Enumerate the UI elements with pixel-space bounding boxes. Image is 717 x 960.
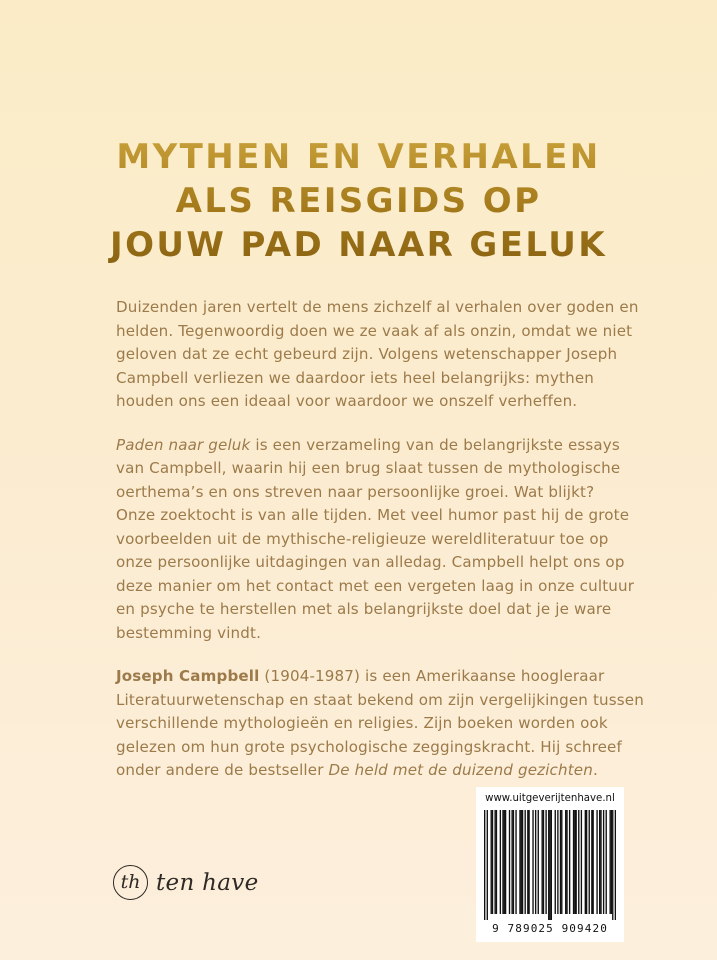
barcode-bar bbox=[509, 810, 510, 914]
barcode-bar bbox=[505, 810, 506, 914]
text-line: gelezen om hun grote psychologische zeggingskracht. Hij schreef bbox=[116, 737, 622, 756]
barcode-bar bbox=[581, 810, 582, 914]
barcode-bar bbox=[511, 810, 512, 914]
text-fragment: (1904-1987) is een Amerikaanse hoogleraar bbox=[259, 667, 605, 685]
text-line bbox=[116, 759, 661, 783]
barcode-bar bbox=[599, 810, 600, 914]
text-line: Campbell verliezen we daardoor iets heel belangrijks: mythen bbox=[116, 368, 594, 387]
headline bbox=[0, 135, 717, 267]
barcode-bar bbox=[574, 810, 575, 914]
barcode-bar bbox=[611, 810, 612, 914]
barcode-bar bbox=[569, 810, 570, 914]
text-line: Literatuurwetenschap en staat bekend om zijn vergelijkingen tussen bbox=[116, 690, 644, 709]
barcode-bar bbox=[603, 810, 604, 914]
barcode-bar bbox=[557, 810, 558, 914]
barcode-icon bbox=[484, 810, 616, 920]
barcode-bar bbox=[538, 810, 539, 914]
text-line: helden. Tegenwoordig doen we ze vaak af als onzin, omdat we niet bbox=[116, 321, 633, 340]
barcode-bar bbox=[600, 810, 601, 914]
barcode-bar bbox=[504, 810, 505, 914]
barcode-bar bbox=[592, 810, 593, 914]
text-line: bestemming vindt. bbox=[116, 623, 262, 642]
barcode-bar bbox=[522, 810, 523, 914]
barcode-bar bbox=[596, 810, 597, 914]
barcode-bar bbox=[535, 810, 536, 914]
headline-line-2: ALS REISGIDS OP bbox=[175, 181, 542, 221]
book-title: Paden naar geluk bbox=[116, 435, 251, 454]
text-line: van Campbell, waarin hij een brug slaat tussen de mythologische bbox=[116, 459, 621, 477]
barcode-bar bbox=[551, 810, 552, 920]
text-line: Onze zoektocht is van alle tijden. Met veel humor past hij de grote bbox=[116, 506, 630, 524]
barcode-bar bbox=[543, 810, 544, 914]
text-line: geloven dat ze echt gebeurd zijn. Volgens wetenschapper Joseph bbox=[116, 345, 618, 363]
barcode-bar bbox=[555, 810, 556, 914]
barcode-bar bbox=[528, 810, 529, 914]
barcode-panel bbox=[476, 787, 624, 942]
headline-line-1: MYTHEN EN VERHALEN bbox=[116, 137, 601, 177]
barcode-bar bbox=[573, 810, 574, 914]
text-line: deze manier om het contact met een vergeten laag in onze cultuur bbox=[116, 576, 635, 595]
barcode-bar bbox=[532, 810, 533, 914]
barcode-bar bbox=[612, 810, 613, 920]
barcode-bar bbox=[521, 810, 522, 914]
barcode-bar bbox=[491, 810, 492, 914]
barcode-bar bbox=[496, 810, 497, 914]
bestseller-title: De held met de duizend gezichten bbox=[328, 761, 593, 779]
publisher-url: www.uitgeverijtenhave.nl bbox=[485, 793, 615, 804]
barcode-bar bbox=[615, 810, 616, 920]
barcode-bar bbox=[487, 810, 488, 920]
barcode-bar bbox=[560, 810, 561, 914]
barcode-bar bbox=[609, 810, 610, 914]
text-fragment: . bbox=[592, 761, 598, 779]
barcode-bar bbox=[578, 810, 579, 914]
text-line bbox=[116, 665, 661, 689]
barcode-bar bbox=[549, 810, 550, 920]
barcode-bar bbox=[502, 810, 503, 914]
text-line bbox=[116, 434, 661, 458]
barcode-bar bbox=[545, 810, 546, 914]
barcode-bar bbox=[527, 810, 528, 914]
text-fragment: onder andere de bestseller bbox=[116, 761, 329, 779]
barcode-bar bbox=[548, 810, 549, 920]
barcode-bar bbox=[515, 810, 516, 914]
text-line: Duizenden jaren vertelt de mens zichzelf al verhalen over goden en bbox=[116, 298, 639, 316]
barcode-bar bbox=[589, 810, 590, 914]
paragraph-author-bio bbox=[116, 665, 661, 783]
barcode-bar bbox=[513, 810, 514, 914]
barcode-bar bbox=[566, 810, 567, 914]
barcode-bar bbox=[542, 810, 543, 914]
author-name: Joseph Campbell bbox=[116, 667, 260, 685]
barcode-bar bbox=[586, 810, 587, 914]
barcode-bar bbox=[494, 810, 495, 914]
text-line: en psyche te herstellen met als belangrijkste doel dat je je ware bbox=[116, 600, 612, 618]
text-fragment: is een verzameling van de belangrijkste essays bbox=[250, 435, 620, 454]
text-line: onze persoonlijke uitdagingen van alledag. Campbell helpt ons op bbox=[116, 553, 625, 571]
barcode-bar bbox=[525, 810, 526, 914]
text-line: verschillende mythologieën en religies. Zijn boeken worden ook bbox=[116, 714, 608, 732]
barcode-bar bbox=[606, 810, 607, 914]
publisher-logo bbox=[113, 865, 259, 900]
barcode-bar bbox=[565, 810, 566, 914]
text-line: voorbeelden uit de mythische-religieuze wereldliteratuur toe op bbox=[116, 529, 609, 548]
barcode-bar bbox=[561, 810, 562, 914]
blurb bbox=[116, 296, 661, 803]
barcode-bar bbox=[585, 810, 586, 914]
publisher-logo-mark: th bbox=[113, 865, 148, 900]
barcode-bar bbox=[484, 810, 485, 920]
headline-line-3: JOUW PAD NAAR GELUK bbox=[110, 225, 607, 265]
barcode-bar bbox=[519, 810, 520, 914]
text-line: oerthema’s en ons streven naar persoonlijke groei. Wat blijkt? bbox=[116, 482, 595, 501]
text-line: houden ons een ideaal voor waardoor we onszelf verheffen. bbox=[116, 392, 578, 410]
isbn-number: 9 789025 909420 bbox=[492, 922, 608, 935]
barcode-bar bbox=[575, 810, 576, 914]
publisher-name: ten have bbox=[156, 869, 259, 896]
barcode-bar bbox=[591, 810, 592, 914]
barcode-bar bbox=[492, 810, 493, 914]
paragraph-book-description bbox=[116, 434, 661, 646]
paragraph-intro bbox=[116, 296, 661, 414]
barcode-bar bbox=[500, 810, 501, 914]
